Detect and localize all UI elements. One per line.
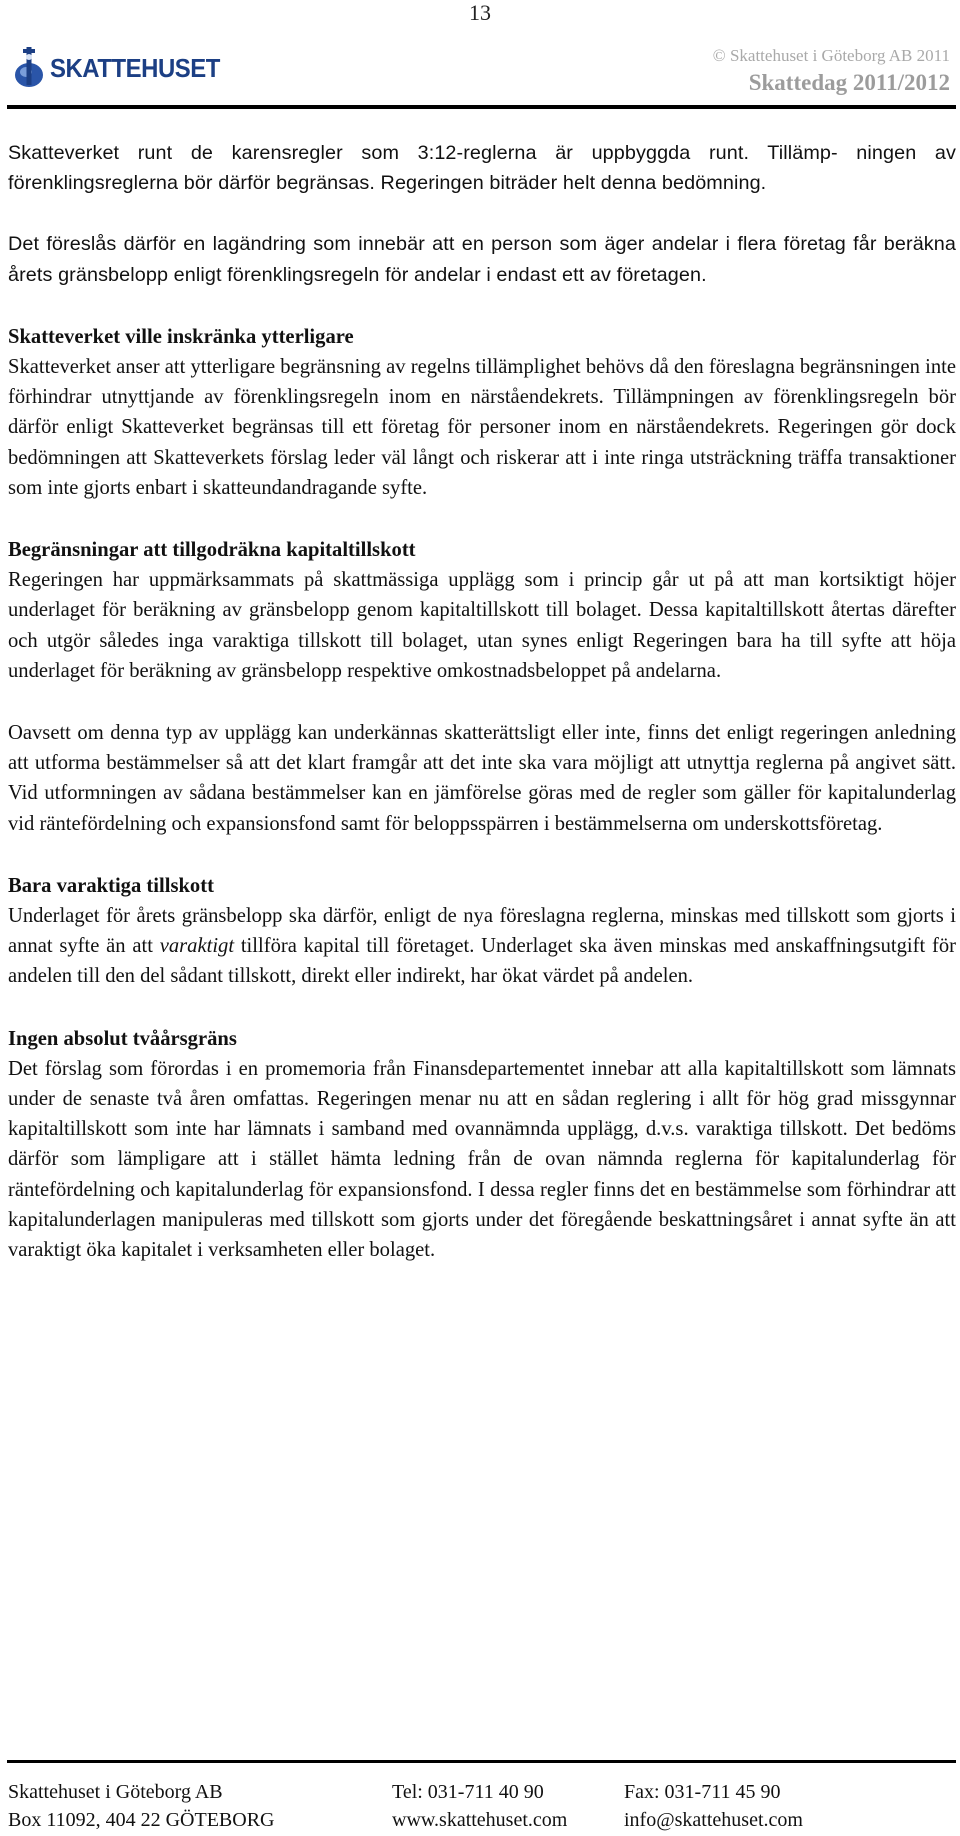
skattehuset-logo (14, 44, 235, 92)
footer-company: Skattehuset i Göteborg AB (8, 1781, 223, 1803)
footer-address: Box 11092, 404 22 GÖTEBORG (8, 1809, 275, 1831)
page-body (8, 138, 956, 1265)
section-paragraph: Skatteverket anser att ytterligare begränsning av regelns tillämplighet behövs då den föreslagna begränsningen inte förhindrar utnyttjande av förenklingsregeln inom en närståendekrets. Tillämpningen av förenklingsregeln bör därför enligt Skatteverket begränsas till ett företag för personer inom en närståendekrets. Regeringen gör dock bedömningen att Skatteverkets förslag leder väl långt och riskerar att i inte ringa utsträckning träffa transaktioner som inte gjorts enbart i skatteundandragande syfte. (8, 356, 956, 499)
section-skatteverket (8, 322, 956, 503)
copyright-text: © Skattehuset i Göteborg AB 2011 (712, 46, 950, 65)
footer-fax-block (624, 1778, 803, 1834)
footer-divider (7, 1760, 956, 1763)
section-tvaarsgrans (8, 1024, 956, 1266)
section-paragraph: Oavsett om denna typ av upplägg kan underkännas skatterättsligt eller inte, finns det enligt regeringen anledning att utforma bestämmelser så att det klart framgår att det inte ska vara möjligt att utnyttja reglerna på angivet sätt. Vid utformningen av sådana bestämmelser kan en jämförelse göras med de regler som gäller för kapitalunderlag vid räntefördelning och expansionsfond samt för beloppsspärren i bestämmelserna om underskottsföretag. (8, 722, 956, 835)
footer-website: www.skattehuset.com (392, 1809, 568, 1831)
section-heading: Begränsningar att tillgodräkna kapitaltillskott (8, 539, 416, 562)
section-kapitaltillskott (8, 535, 956, 686)
intro-paragraph-1: Skatteverket runt de karensregler som 3:12-reglerna är uppbyggda runt. Tillämp- ningen av förenklingsreglerna bör därför begränsas. Regeringen biträder helt denna bedömning. (8, 142, 956, 195)
section-heading: Ingen absolut tvåårsgräns (8, 1027, 237, 1050)
footer-address-block (8, 1778, 274, 1834)
logo-emblem-icon (14, 45, 44, 91)
footer-phone: Tel: 031-711 40 90 (392, 1781, 544, 1803)
header-divider (7, 105, 956, 109)
page-header (10, 30, 950, 110)
footer-fax: Fax: 031-711 45 90 (624, 1781, 781, 1803)
section-text-part: Underlaget för årets gränsbelopp ska därför, enligt de nya föreslagna reglerna, minskas med tillskott som gjorts i annat syfte än att (8, 905, 956, 958)
document-title: Skattedag 2011/2012 (748, 70, 950, 95)
footer-email: info@skattehuset.com (624, 1809, 803, 1831)
section-heading: Skatteverket ville inskränka ytterligare (8, 325, 354, 348)
section-paragraph: Det förslag som förordas i en promemoria från Finansdepartementet innebar att alla kapitaltillskott som lämnats under de senaste två åren omfattas. Regeringen menar nu att en sådan reglering i allt för hög grad missgynnar kapitaltillskott som inte har lämnats i samband med ovannämnda upplägg, d.v.s. varaktiga tillskott. Det bedöms därför som lämpligare att i stället hämta ledning från de ovan nämnda reglerna för kapitalunderlag för räntefördelning och kapitalunderlag för expansionsfond. I dessa regler finns det en bestämmelse som förhindrar att kapitalunderlagen manipuleras med tillskott som gjorts under det föregående beskattningsåret i annat syfte än att varaktigt öka kapitalet i verksamheten eller bolaget. (8, 1057, 956, 1262)
logo-text: SKATTEHUSET (50, 52, 220, 83)
section-text-part: tillföra kapital till företaget. Underlaget ska även minskas med anskaffningsutgift för andelen till den del sådant tillskott, direkt eller indirekt, har ökat värdet på andelen. (8, 935, 956, 988)
emphasis-text: varaktigt (159, 935, 235, 958)
page-number: 13 (469, 0, 491, 25)
section-paragraph: Regeringen har uppmärksammats på skattmässiga upplägg som i princip går ut på att man kortsiktigt höjer underlaget för beräkning av gränsbelopp genom kapitaltillskott till bolaget. Dessa kapitaltillskott återtas därefter och utgör således inga varaktiga tillskott till bolaget, utan synes enligt Regeringen bara ha till syfte att höja underlaget för beräkning av gränsbelopp respektive omkostnadsbeloppet på andelarna. (8, 569, 956, 682)
footer-contact-block (392, 1778, 567, 1834)
section-heading: Bara varaktiga tillskott (8, 874, 214, 897)
section-varaktiga-tillskott (8, 871, 956, 992)
intro-paragraph-2: Det föreslås därför en lagändring som innebär att en person som äger andelar i flera företag får beräkna årets gränsbelopp enligt förenklingsregeln för andelar i endast ett av företagen. (8, 233, 956, 286)
